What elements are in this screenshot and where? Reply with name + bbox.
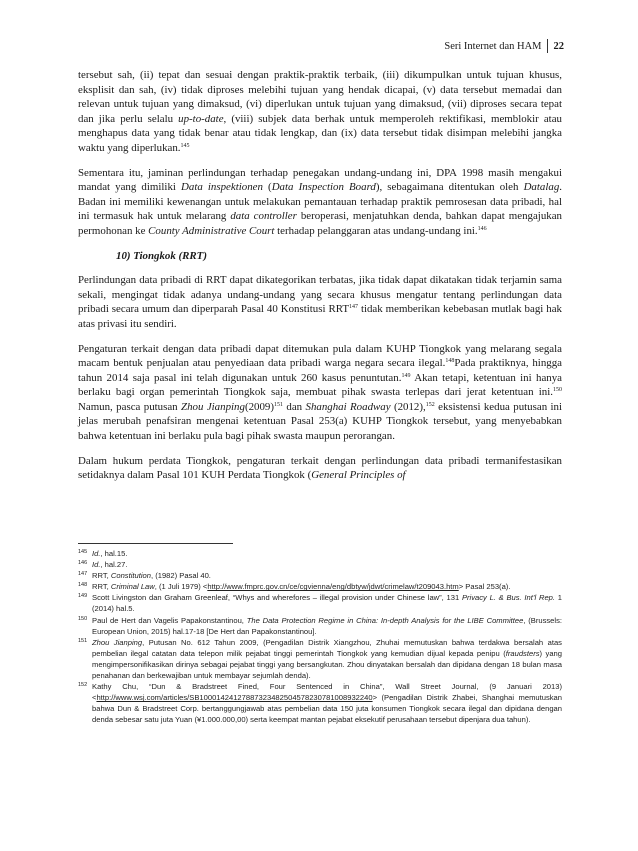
footnote-ref[interactable]: 152: [425, 401, 435, 408]
footnote-145: 145 Id., hal.15.: [78, 549, 128, 558]
footnote-divider: [78, 543, 233, 544]
source-link[interactable]: http://www.wsj.com/articles/SB10001424127887323482504578230781008932240: [96, 693, 373, 703]
footnote-149: 149 Scott Livingston dan Graham Greenleaf, “Whys and wherefores – illegal provision under Chinese law”, 131 Privacy L. & Bus. Int’l Rep. 1 (2014) hal.5.: [78, 593, 562, 614]
footnote-147: 147 RRT, Constitution, (1982) Pasal 40.: [78, 571, 211, 581]
footnote-ref[interactable]: 146: [477, 225, 487, 232]
section-heading: 10) Tiongkok (RRT): [116, 249, 207, 262]
footnote-148: 148 RRT, Criminal Law, (1 Juli 1979) <http://www.fmprc.gov.cn/ce/cgvienna/eng/dbtyw/jdwt/crimelaw/t209043.htm> Pasal 253(a).: [78, 582, 511, 592]
source-link[interactable]: http://www.fmprc.gov.cn/ce/cgvienna/eng/dbtyw/jdwt/crimelaw/t209043.htm: [207, 582, 459, 592]
header-divider: [547, 39, 548, 53]
footnotes: [78, 548, 562, 726]
footnote-152: 152 Kathy Chu, “Dun & Bradstreet Fined, Four Sentenced in China”, Wall Street Journal, (9 Januari 2013) <http://www.wsj.com/articles/SB10001424127887323482504578230781008932240> (Pengadilan Distrik Zhabei, Shanghai memutuskan bahwa Dun & Bradstreet Corp. bertanggungjawab atas pembelian data 150 juta konsumen Tiongkok secara ilegal dan dipidana dengan denda sebesar satu juta Yuan (¥1.000.000,00) serta keempat mantan pejabat eksekutif perusahaan tersebut dipenjara dua tahun).: [78, 682, 562, 725]
footnote-ref[interactable]: 147: [348, 304, 358, 311]
body-text: [78, 68, 562, 493]
running-header: [444, 39, 564, 53]
footnote-151: 151 Zhou Jianping, Putusan No. 612 Tahun 2009, (Pengadilan Distrik Xiangzhou, Zhuhai memutuskan bahwa terdakwa bersalah atas pembelian ilegal catatan data telepon milik pejabat tinggi pemerintah Tiongkok yang kemudian dijual kepada penipu (fraudsters) yang mengimpersonifikasikan dirinya sebagai pejabat tinggi yang bersangkutan. Zhou dinyatakan bersalah dan dipidana dengan 18 bulan masa penahanan dan berkewajiban untuk membayar sejumlah denda).: [78, 637, 563, 681]
page-number: 22: [553, 40, 564, 52]
paragraph-kuhp: Pengaturan terkait dengan data pribadi dapat ditemukan pula dalam KUHP Tiongkok yang melarang segala macam bentuk penjualan atau penyediaan data pribadi warga negara secara ilegal.$^{148}$Pada praktiknya, hingga tahun 2014 saja pasal ini telah digunakan untuk 260 kasus penuntutan.$^{149}$ Akan tetapi, ketentuan ini hanya berlaku bagi organ pemerintah Tiongkok saja, membuat pihak swasta terlepas dari jerat ketentuan ini.$^{150}$ Namun, pasca putusan Zhou $Jianping(2009)^{151}$ dan Shanghai Roadway (2012),$^{152}$ eksistensi kedua putusan ini jelas merubah penafsiran mengenai ketentuan Pasal 253(a) KUHP Tiongkok tersebut, yang menyebabkan bahwa ketentuan ini berlaku pula bagi pihak swasta maupun perorangan.: [78, 342, 563, 443]
footnote-ref[interactable]: 150: [553, 387, 562, 394]
footnote-ref[interactable]: 145: [180, 142, 190, 149]
footnote-ref[interactable]: 148: [445, 358, 455, 365]
paragraph-data-inspection: Sementara itu, jaminan perlindungan terhadap penegakan undang-undang ini, DPA 1998 masih mengakui mandat yang dimiliki Data inspektionen (Data Inspection Board), sebagaimana ditentukan oleh Datalag. Badan ini memiliki kewenangan untuk melakukan pemantauan terhadap praktik pemrosesan data pribadi, hal ini termasuk hak untuk melarang data controller beroperasi, menjatuhkan denda, bahkan dapat mengajukan permohonan ke County Administrative Court terhadap pelanggaran atas undang-undang ini.$^{146}$: [78, 166, 562, 237]
footnote-150: 150 Paul de Hert dan Vagelis Papakonstantinou, The Data Protection Regime in China: In-depth Analysis for the LIBE Committee, (Brussels: European Union, 2015) hal.17-18 [De Hert dan Papakonstantinou].: [78, 615, 562, 636]
footnote-146: 146 Id., hal.27.: [78, 560, 128, 570]
paragraph-civil-law: Dalam hukum perdata Tiongkok, pengaturan terkait dengan perlindungan data pribadi termanifestasikan setidaknya dalam Pasal 101 KUH Perdata Tiongkok (General Principles of: [78, 454, 562, 482]
series-title: Seri Internet dan HAM: [444, 40, 542, 52]
footnote-ref[interactable]: 149: [401, 372, 411, 379]
paragraph-rrt-intro: Perlindungan data pribadi di RRT dapat dikategorikan terbatas, jika tidak dapat dikatakan tidak terjamin sama sekali, mengingat tidak adanya undang-undang yang secara khusus mengatur tentang perlindungan data pribadi secara umum dan diperparah Pasal 40 Konstitusi RRT$^{147}$ tidak memberikan kebebasan mutlak bagi hak atas privasi itu sendiri.: [78, 274, 562, 330]
paragraph-criteria: tersebut sah, (ii) tepat dan sesuai dengan praktik-praktik terbaik, (iii) dikumpulkan untuk tujuan khusus, eksplisit dan sah, (iv) tidak diproses melebihi tujuan yang hendak dicapai, (v) data tersebut memadai dan relevan untuk tujuan yang dimaksud, (vi) diperlukan untuk tujuan yang dimaksud, (vii) diproses secara tepat dan jika perlu selalu up-to-date, (viii) subjek data berhak untuk memperoleh rektifikasi, memblokir atau menghapus data yang tidak benar atau tidak lengkap, dan (ix) data tersebut tidak disimpan melebihi jangka waktu yang diperlukan.$^{145}$: [78, 69, 562, 154]
footnote-ref[interactable]: 151: [273, 401, 283, 408]
